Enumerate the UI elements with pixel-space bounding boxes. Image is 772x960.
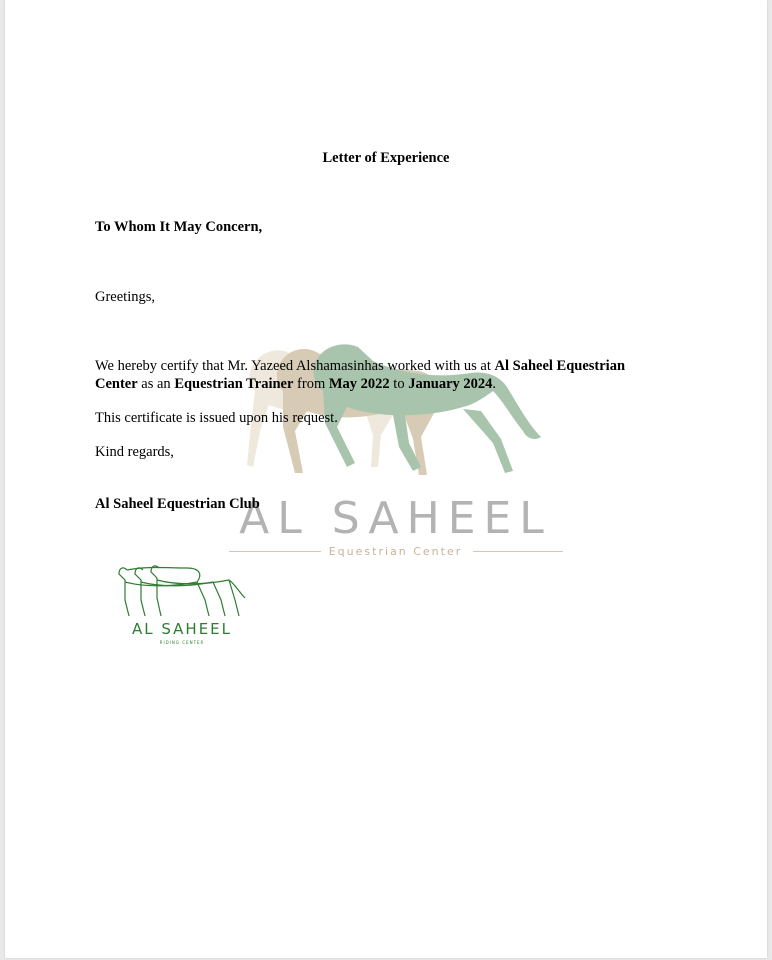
body-paragraph-1	[95, 357, 665, 393]
p1-organization: Al Saheel Equestrian Center	[95, 358, 626, 392]
letter-title: Letter of Experience	[322, 150, 450, 166]
letter-page	[5, 0, 767, 958]
p1-text-c: from	[293, 376, 329, 392]
p1-text-a: We hereby certify that Mr. Yazeed Alshamasinhas worked with us at	[95, 358, 495, 374]
p1-text-b: as an	[137, 376, 175, 392]
greeting: Greetings,	[95, 289, 155, 305]
logo-subtitle: RIDING CENTER	[159, 640, 205, 645]
logo-title: AL SAHEEL	[131, 620, 233, 638]
salutation: To Whom It May Concern,	[95, 219, 263, 235]
p1-role: Equestrian Trainer	[174, 376, 294, 392]
logo-horses-icon	[117, 560, 247, 620]
p1-text-d: to	[389, 376, 409, 392]
company-logo	[117, 560, 247, 650]
body-paragraph-2: This certificate is issued upon his request.	[95, 410, 338, 426]
p1-start-date: May 2022	[328, 376, 390, 392]
p1-text-e: .	[492, 376, 497, 392]
signature-name: Al Saheel Equestrian Club	[95, 496, 260, 512]
closing: Kind regards,	[95, 444, 174, 460]
watermark-subtitle: Equestrian Center	[328, 545, 463, 558]
watermark-title: AL SAHEEL	[239, 493, 552, 544]
watermark-rule-right	[473, 551, 563, 552]
p1-end-date: January 2024	[408, 376, 493, 392]
